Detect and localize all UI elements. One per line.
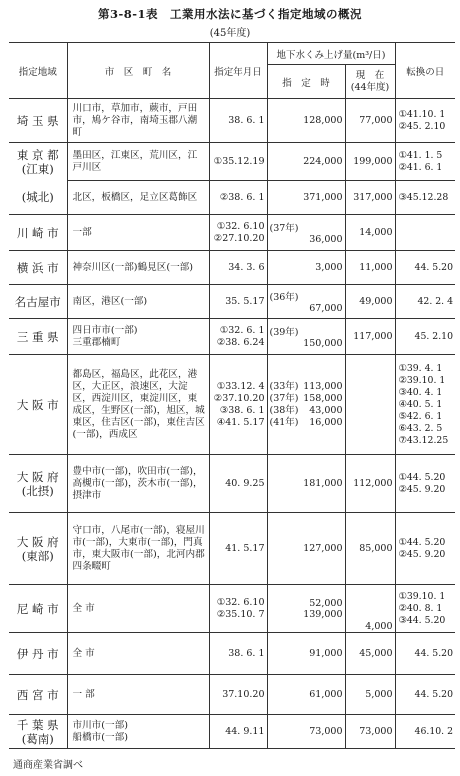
header-region: 指定地域 — [9, 43, 67, 99]
table-row: 埼 玉 県 川口市，草加市，蕨市，戸田市，鳩ケ谷市，南埼玉郡八潮町 38. 6. 1 128,000 77,000 ①41.10. 1 ②45. 2.10 — [9, 99, 455, 143]
table-row: (城北) 北区，板橋区，足立区葛飾区 ②38. 6. 1 371,000 317,000 ③45.12.28 — [9, 181, 455, 215]
header-groundwater: 地下水くみ上げ量(m³/日) — [267, 43, 395, 65]
designated-areas-table — [9, 42, 455, 749]
header-cities: 市 区 町 名 — [67, 43, 209, 99]
header-at-designation: 指 定 時 — [267, 65, 345, 99]
table-row: 西 宮 市 一 部 37.10.20 61,000 5,000 44. 5.20 — [9, 675, 455, 715]
table-row: 横 浜 市 神奈川区(一部)鶴見区(一部) 34. 3. 6 3,000 11,000 44. 5.20 — [9, 251, 455, 285]
table-row: 三 重 県 四日市市(一部) 三重郡楠町 ①32. 6. 1 ②38. 6.24 (39年) 150,000 117,000 45. 2.10 — [9, 319, 455, 355]
table-row: 千 葉 県 (葛南) 市川市(一部) 船橋市(一部) 44. 9.11 73,000 73,000 46.10. 2 — [9, 715, 455, 749]
table-title: 第3-8-1表 工業用水法に基づく指定地域の概況 — [97, 7, 363, 21]
header-current: 現 在 (44年度) — [345, 65, 395, 99]
source-note: 通商産業省調べ — [13, 760, 83, 771]
table-subtitle: (45年度) — [209, 28, 251, 39]
table-row: 大 阪 市 都島区，福島区，此花区，港区，大正区，浪速区，大淀区，西淀川区，東淀川区，東成区，生野区(一部)，旭区，城東区，住吉区(一部)，東住吉区(一部)，西成区 ①33.12. 4 ②37.10.20 ③38. 6. 1 ④41. 5.17 (33年) 113,000 (37年) 158,000 (38年) 43,000 (41年) 16,000 ①39. 4. 1 ②39.10. 1 ③40. 4. 1 ④40. 5. 1 ⑤42. 6. 1 ⑥43. 2. 5 ⑦43.12.25 — [9, 355, 455, 455]
table-row: 大 阪 府 (北摂) 豊中市(一部)，吹田市(一部)，高槻市(一部)，茨木市(一部)，摂津市 40. 9.25 181,000 112,000 ①44. 5.20 ②45. 9.20 — [9, 455, 455, 513]
table-row: 伊 丹 市 全 市 38. 6. 1 91,000 45,000 44. 5.20 — [9, 633, 455, 675]
header-conversion-date: 転換の日 — [395, 43, 455, 99]
table-row: 川 崎 市 一部 ①32. 6.10 ②27.10.20 (37年) 36,000 14,000 — [9, 215, 455, 251]
header-designated-date: 指定年月日 — [209, 43, 267, 99]
table-row: 東 京 都 (江東) 墨田区，江東区，荒川区，江戸川区 ①35.12.19 224,000 199,000 ①41. 1. 5 ②41. 6. 1 — [9, 143, 455, 181]
table-row: 尼 崎 市 全 市 ①32. 6.10 ②35.10. 7 52,000 139,000 4,000 ①39.10. 1 ②40. 8. 1 ③44. 5.20 — [9, 585, 455, 633]
table-row: 大 阪 府 (東部) 守口市，八尾市(一部)，寝屋川市(一部)，大東市(一部)，門真市，東大阪市(一部)，北河内郡四条畷町 41. 5.17 127,000 85,000 ①44. 5.20 ②45. 9.20 — [9, 513, 455, 585]
table-row: 名古屋市 南区，港区(一部) 35. 5.17 (36年) 67,000 49,000 42. 2. 4 — [9, 285, 455, 319]
